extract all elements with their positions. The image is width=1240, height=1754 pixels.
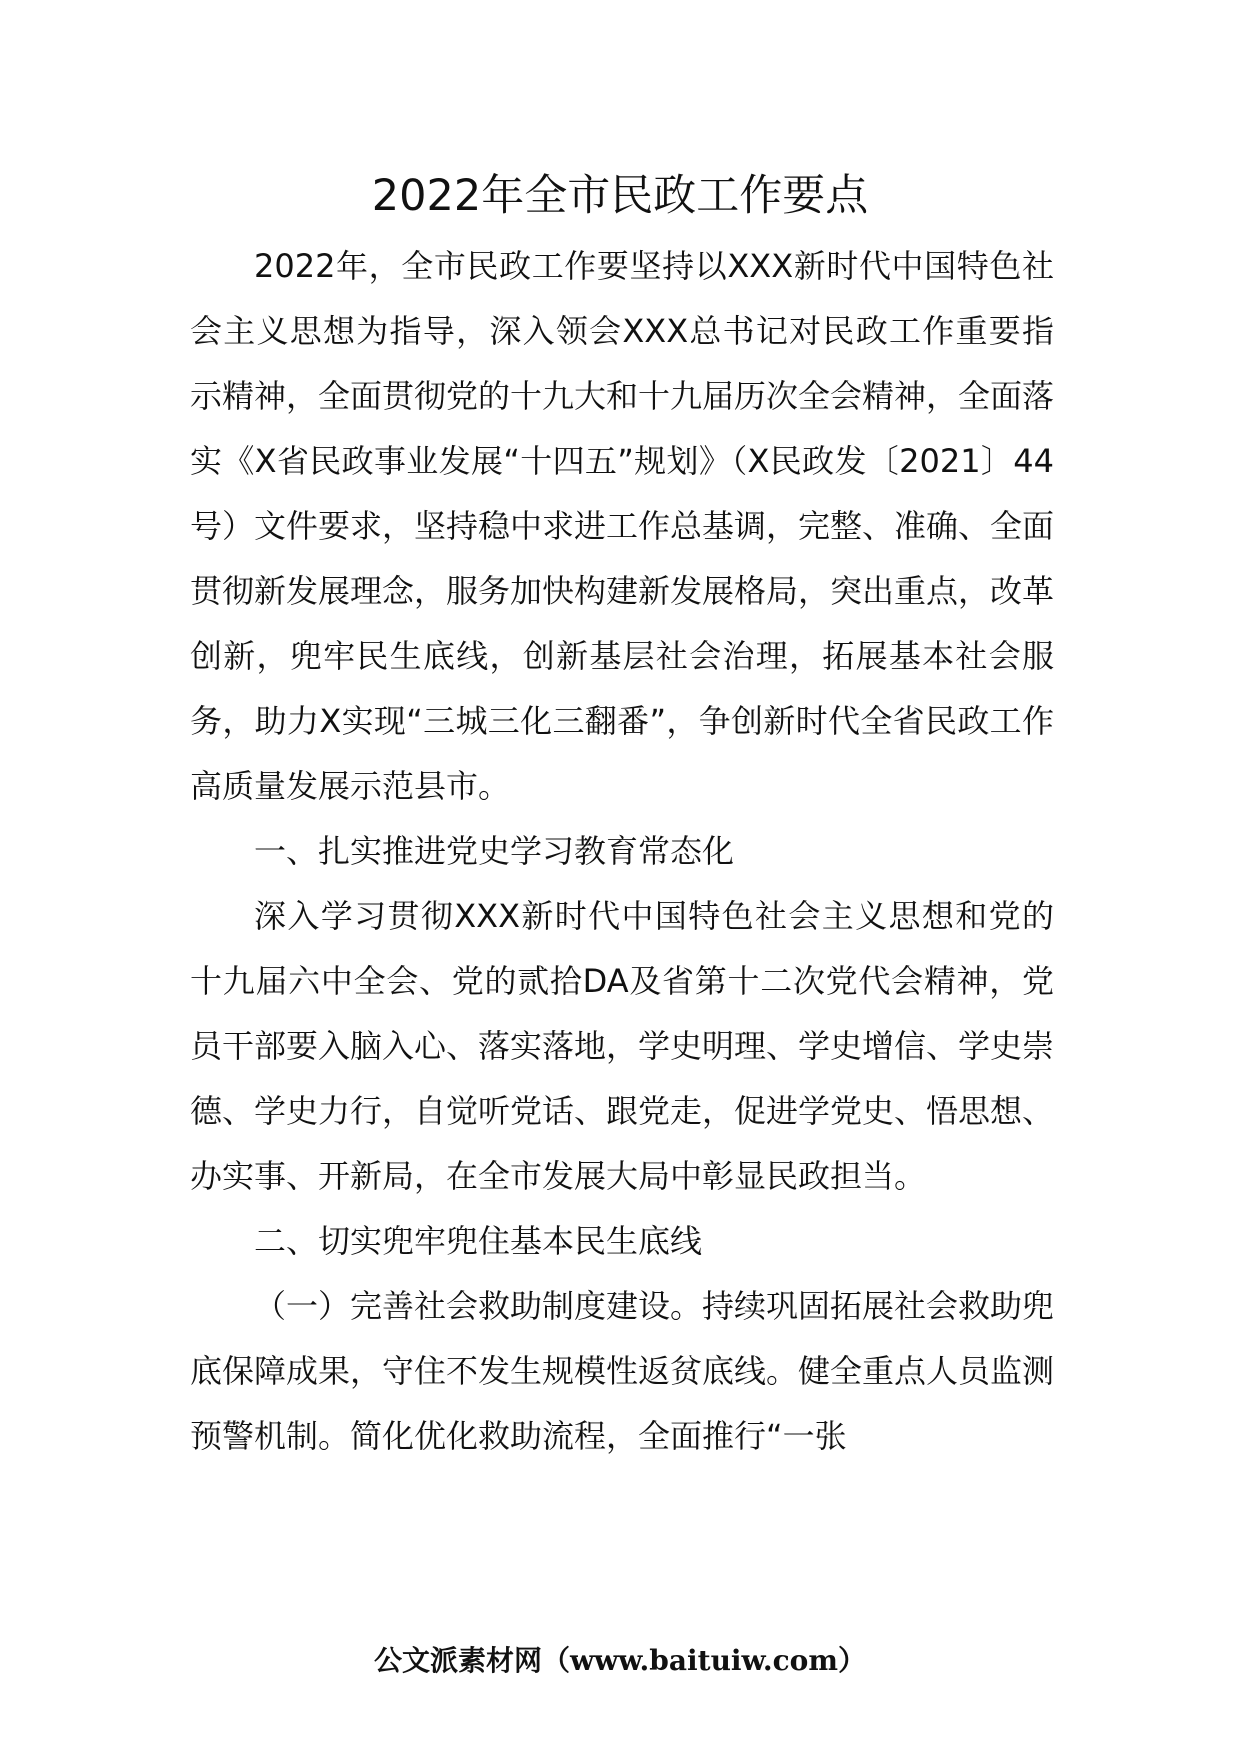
intro-paragraph: 2022年，全市民政工作要坚持以XXX新时代中国特色社会主义思想为指导，深入领会XXX总书记对民政工作重要指示精神，全面贯彻党的十九大和十九届历次全会精神，全面落实《X省民政事业发展“十四五”规划》（X民政发〔2021〕44号）文件要求，坚持稳中求进工作总基调，完整、准确、全面贯彻新发展理念，服务加快构建新发展格局，突出重点，改革创新，兜牢民生底线，创新基层社会治理，拓展基本社会服务，助力X实现“三城三化三翻番”，争创新时代全省民政工作高质量发展示范县市。 — [190, 247, 1055, 805]
document-title: 2022年全市民政工作要点 — [371, 171, 869, 221]
section-heading-1: 一、扎实推进党史学习教育常态化 — [254, 832, 735, 870]
document-body — [190, 234, 1054, 1469]
section-heading-2: 二、切实兜牢兜住基本民生底线 — [254, 1222, 703, 1260]
section-1-paragraph: 深入学习贯彻XXX新时代中国特色社会主义思想和党的十九届六中全会、党的贰拾DA及省第十二次党代会精神，党员干部要入脑入心、落实落地，学史明理、学史增信、学史崇德、学史力行，自觉听党话、跟党走，促进学党史、悟思想、办实事、开新局，在全市发展大局中彰显民政担当。 — [190, 897, 1055, 1195]
footer-watermark: 公文派素材网（www.baituiw.com） — [374, 1644, 866, 1677]
section-2-paragraph: （一）完善社会救助制度建设。持续巩固拓展社会救助兜底保障成果，守住不发生规模性返贫底线。健全重点人员监测预警机制。简化优化救助流程，全面推行“一张 — [190, 1287, 1055, 1455]
